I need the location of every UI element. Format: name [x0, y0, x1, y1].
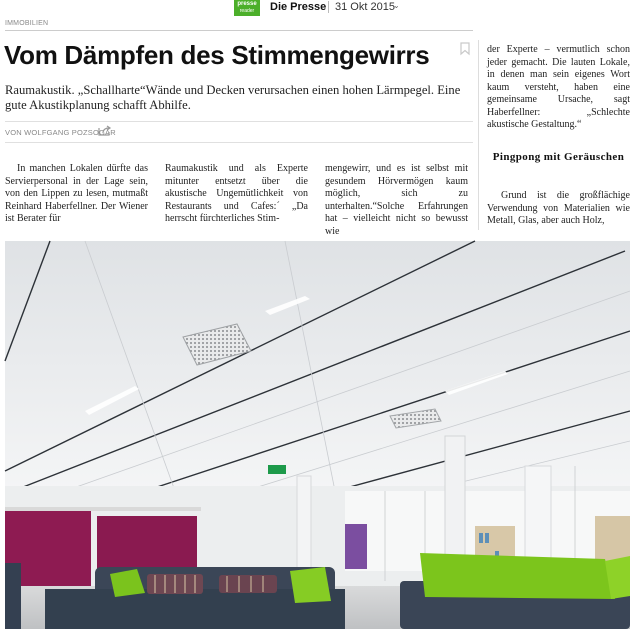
share-icon[interactable]	[98, 125, 112, 136]
divider	[328, 1, 329, 13]
publication-name: Die Presse	[270, 1, 327, 13]
column-divider	[478, 40, 479, 230]
divider	[5, 121, 473, 122]
top-bar	[0, 0, 630, 16]
chevron-down-icon[interactable]: ⌄	[393, 1, 400, 10]
article-photo	[5, 241, 630, 629]
article-headline: Vom Dämpfen des Stimmengewirrs	[4, 40, 430, 70]
issue-date[interactable]: 31 Okt 2015	[335, 1, 395, 13]
bookmark-icon[interactable]	[460, 42, 470, 55]
article-lead: Raumakustik. „Schallharte“Wände und Decken verursachen einen hohen Lärmpegel. Eine gute Akustikplanung schafft Abhilfe.	[5, 83, 461, 112]
article-subheading: Pingpong mit Geräuschen	[492, 151, 625, 163]
divider	[5, 142, 473, 143]
office-interior-image	[5, 241, 630, 629]
article-column-3: mengewirr, und es ist selbst mit gesundem Hörvermögen kaum möglich, sich zu unterhalten.“Solche Erfahrungen hat – vielleicht nicht so bewusst wie	[325, 163, 468, 237]
article-column-1: In manchen Lokalen dürfte das Servierpersonal in der Lage sein, von den Lippen zu lesen, mutmaßt Reinhard Haberfellner. Der Wiener ist Berater für	[5, 163, 148, 224]
article-column-2: Raumakustik und als Experte mitunter entsetzt über die akustische Ungemütlichkeit von Restaurants und Cafes:´ „Da herrscht fürchterliches Stim-	[165, 163, 308, 224]
section-label: IMMOBILIEN	[5, 20, 49, 27]
article-column-4-continued: Grund ist die großflächige Verwendung von Materialien wie Metall, Glas, aber auch Holz,	[487, 190, 630, 226]
article-column-4: der Experte – vermutlich schon jeder gemacht. Die lauten Lokale, in denen man sein eigenes Wort kaum versteht, haben eine gemeinsame Ursache, sagt Haberfellner: „Schlechte akustische Gestaltung.“	[487, 44, 630, 130]
presse-reader-logo[interactable]: presse reader	[234, 0, 260, 16]
divider	[5, 30, 473, 31]
byline: VON WOLFGANG POZSOGAR	[5, 128, 116, 137]
